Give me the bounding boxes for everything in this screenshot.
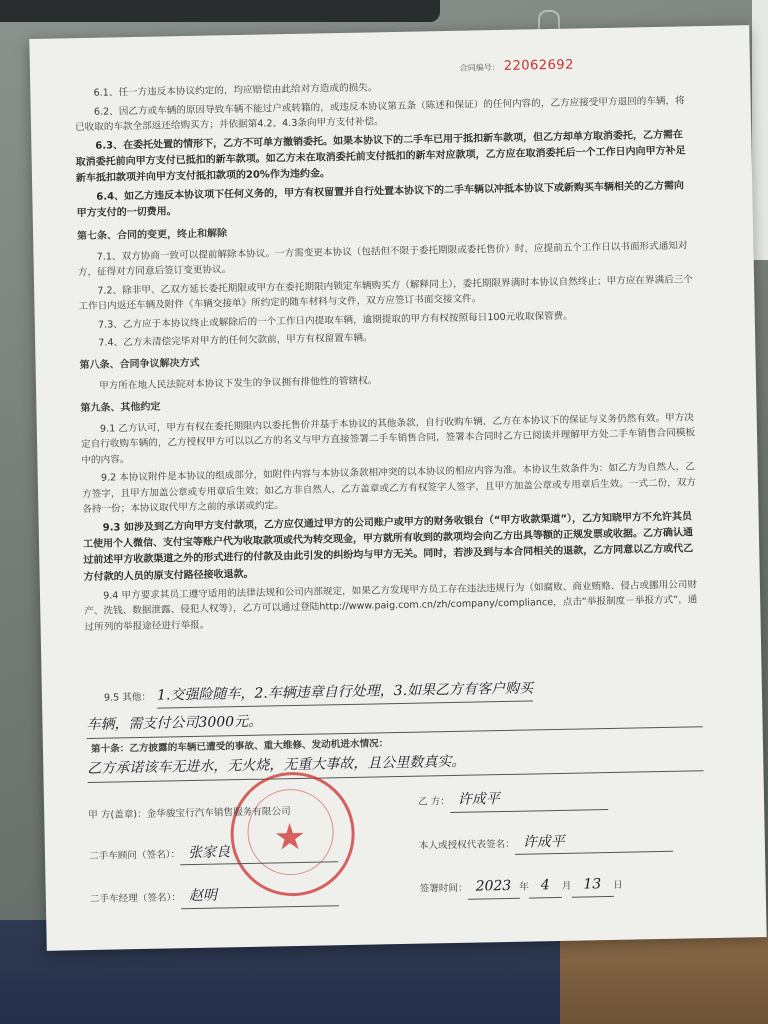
date-label: 签署时间： [419,883,468,895]
date-day: 13 [571,873,613,897]
clause-9-1: 9.1 乙方认可，甲方有权在委托期限内以委托售价并基于本协议的其他条款，自行收购车辆，乙方在本协议下的保证与义务仍然有效。甲方决定自行收购车辆的，乙方授权甲方可以以乙方的名义与甲方直接签署二手车销售合同，签署本合同时乙方已阅读并理解甲方处二手车销售合同模板中的内容。 [81,412,696,466]
clause-10-handwriting: 乙方承诺该车无进水，无火烧，无重大事故，且公里数真实。 [87,746,703,783]
party-a-name: 金华骏宝行汽车销售服务有限公司 [146,806,291,820]
clause-9-5-handwriting-1: 1.交强险随车，2.车辆违章自行处理，3.如果乙方有客户购买 [157,677,533,708]
consultant-signature: 张家良 [180,839,338,866]
contract-number [460,55,575,78]
date-month: 4 [529,874,562,898]
contract-clauses [74,74,700,638]
rep-label: 本人或授权代表签名： [418,838,515,852]
seal-star-icon: ★ [273,816,307,859]
party-a-signature-block [88,801,430,930]
section-9-heading: 第九条、其他约定 [80,401,161,414]
section-8-heading: 第八条、合同争议解决方式 [79,357,200,371]
clause-9-4: 9.4 甲方要求其员工遵守适用的法律法规和公司内部规定，如果乙方发现甲方员工存在违法违规行为（如腐败、商业贿赂、侵占或挪用公司财产、洗钱、数据泄露、侵犯人权等），乙方可以通过登陆http://www.paig.com.cn/zh/company/compliance，点击“举报制度－举报方式”，通过所列的举报途径进行举报。 [84,579,698,633]
contract-number-label: 合同编号： [459,62,500,73]
clause-7-4: 7.4、乙方未清偿完毕对甲方的任何欠款前，甲方有权留置车辆。 [98,332,373,350]
party-b-signature-block [418,784,720,921]
clause-10-label: 第十条：乙方披露的车辆已遭受的事故、重大维修、发动机进水情况： [90,738,389,755]
clause-6-3: 6.3、在委托处置的情形下，乙方不可单方撤销委托。如果本协议下的二手车已用于抵扣新车款项，但乙方却单方取消委托，乙方需在取消委托前向甲方支付已抵扣的新车款项。如乙方未在取消委托前支付抵扣的新车对应款项，乙方应在取消委托后一个工作日内向甲方补足新车抵扣款项并向甲方支付抵扣款项的20%作为违约金。 [75,129,686,185]
date-year: 2023 [467,875,519,900]
contract-page [29,25,766,951]
rep-signature: 许成平 [515,828,673,855]
clause-8-text: 甲方所在地人民法院对本协议下发生的争议拥有排他性的管辖权。 [99,375,378,392]
clause-7-2: 7.2、除非甲、乙双方延长委托期限或甲方在委托期限内锁定车辆购买方（解释同上），委托期限界满时本协议自然终止；甲方应在界满后三个工作日内返还车辆及附件《车辆交接单》所约定的随车材料与文件，双方应签订书面交接文件。 [78,274,694,313]
contract-number-value: 22062692 [503,57,575,74]
party-b-name: 许成平 [450,786,608,813]
clause-6-4: 6.4、如乙方违反本协议项下任何义务的，甲方有权留置并自行处置本协议下的二手车辆以冲抵本协议下或新购买车辆相关的乙方需向甲方支付的一切费用。 [76,180,685,220]
clause-9-5-label: 9.5 其他： [103,691,152,704]
clause-9-5 [86,674,703,739]
date-month-unit: 月 [561,881,572,893]
clause-9-2: 9.2 本协议附件是本协议的组成部分，如附件内容与本协议条款相冲突的以本协议的相应内容为准。本协议生效条件为：如乙方为自然人，乙方签字，且甲方加盖公章或专用章后生效；如乙方非自然人，乙方盖章或乙方有权签字人签字，且甲方加盖公章或专用章后生效。一式二份，双方各持一份；本协议取代甲方之前的承诺或约定。 [81,461,697,516]
date-year-unit: 年 [519,881,530,894]
party-a-label: 甲 方(盖章)： [88,808,147,822]
clause-6-1: 6.1、任一方违反本协议约定的，均应赔偿由此给对方造成的损失。 [93,82,378,99]
consultant-label: 二手车顾问（签名）： [88,848,181,862]
clause-9-5-handwriting-2: 车辆，需支付公司3000元。 [86,702,702,739]
manager-signature: 赵明 [181,882,339,909]
laptop-edge [0,0,440,22]
clause-6-2: 6.2、因乙方或车辆的原因导致车辆不能过户或转籍的，或违反本协议第五条（陈述和保证）的任何内容的，乙方应接受甲方退回的车辆，将已收取的车款全部返还给购买方；并依据第4.2、4.3条向甲方支付补偿。 [74,94,685,134]
side-paper-edge [752,0,768,260]
clause-10 [87,730,704,783]
clause-7-3: 7.3、乙方应于本协议终止或解除后的一个工作日内提取车辆，逾期提取的甲方有权按照每日100元收取保管费。 [97,310,573,331]
clause-7-1: 7.1、双方协商一致可以提前解除本协议。一方需变更本协议（包括但不限于委托期限或委托售价）时，应提前五个工作日以书面形式通知对方，征得对方同意后签订变更协议。 [77,240,688,279]
section-7-heading: 第七条、合同的变更，终止和解除 [77,227,228,242]
clause-9-3: 9.3 如涉及到乙方向甲方支付款项，乙方应仅通过甲方的公司账户或甲方的财务收银台（“甲方收款渠道”），乙方知晓甲方不允许其员工使用个人微信、支付宝等账户代为收取款项或代为转交现金，甲方就所有收到的款项均会向乙方出具等额的正规发票或收据。乙方确认通过前述甲方收款渠道之外的形式进行的付款及由此引发的纠纷均与甲方无关。同时，若涉及到与本合同相关的退款，乙方同意以乙方或代乙方付款的人员的原支付路径接收退款。 [82,511,694,583]
manager-label: 二手车经理（签名）： [89,892,182,906]
party-b-label: 乙 方： [417,796,450,808]
wood-floor [560,930,768,1024]
date-day-unit: 日 [613,880,623,892]
